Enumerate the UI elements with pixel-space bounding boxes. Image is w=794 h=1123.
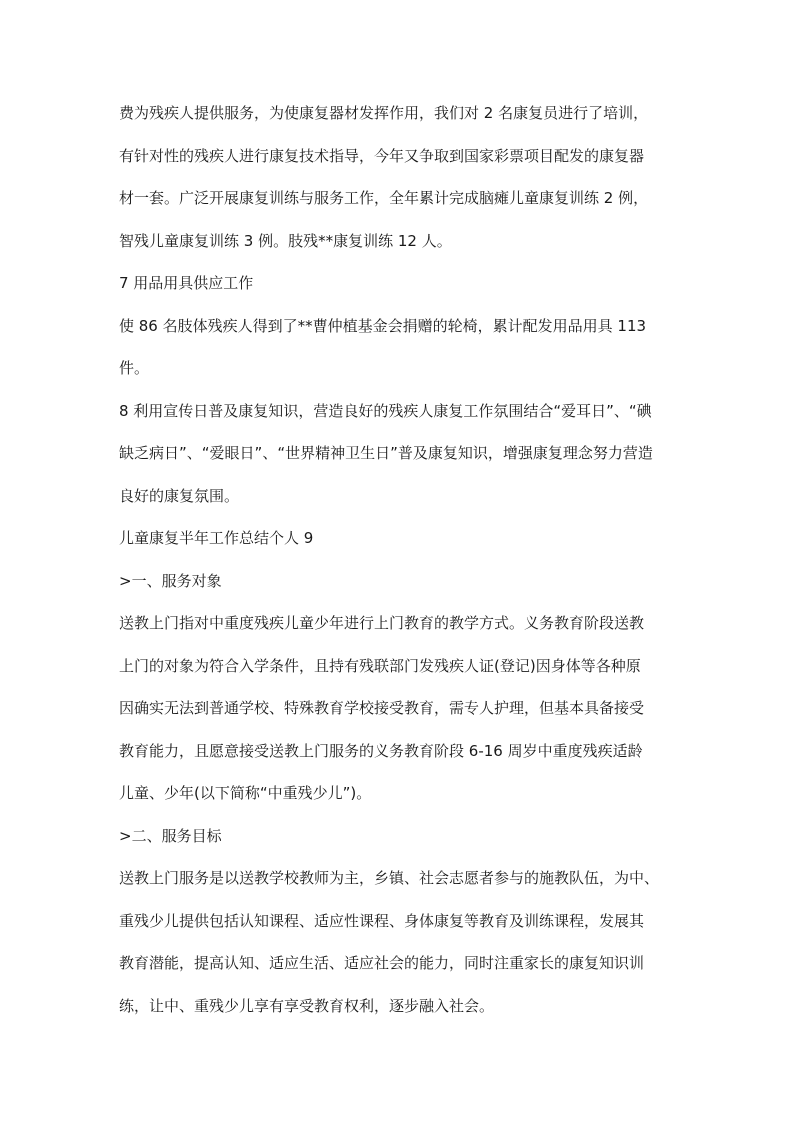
document-title: 儿童康复半年工作总结个人 9 [119, 529, 314, 547]
text-line: 费为残疾人提供服务，为使康复器材发挥作用，我们对 2 名康复员进行了培训， [119, 104, 649, 122]
document-body [119, 103, 679, 1016]
section-heading: 7 用品用具供应工作 [119, 274, 254, 292]
text-line: 上门的对象为符合入学条件，且持有残联部门发残疾人证(登记)因身体等各种原 [119, 656, 641, 675]
text-line: 重残少儿提供包括认知课程、适应性课程、身体康复等教育及训练课程，发展其 [119, 911, 645, 930]
section-heading: >一、服务对象 [119, 571, 222, 590]
text-line: 缺乏病日”、“爱眼日”、“世界精神卫生日”普及康复知识，增强康复理念努力营造 [119, 444, 653, 462]
text-line: 教育能力，且愿意接受送教上门服务的义务教育阶段 6-16 周岁中重度残疾适龄 [119, 741, 643, 760]
text-line: 练，让中、重残少儿享有享受教育权利，逐步融入社会。 [119, 996, 495, 1015]
text-line: 儿童、少年(以下简称“中重残少儿”)。 [119, 784, 372, 802]
text-line: 件。 [119, 359, 150, 377]
text-line: 8 利用宣传日普及康复知识，营造良好的残疾人康复工作氛围结合“爱耳日”、“碘 [119, 401, 652, 420]
section-heading: >二、服务目标 [119, 826, 222, 845]
text-line: 有针对性的残疾人进行康复技术指导，今年又争取到国家彩票项目配发的康复器 [119, 146, 645, 165]
text-line: 使 86 名肢体残疾人得到了**曹仲植基金会捐赠的轮椅，累计配发用品用具 113 [119, 316, 647, 335]
text-line: 良好的康复氛围。 [119, 486, 240, 505]
text-line: 材一套。广泛开展康复训练与服务工作，全年累计完成脑瘫儿童康复训练 2 例， [119, 189, 649, 207]
text-line: 教育潜能，提高认知、适应生活、适应社会的能力，同时注重家长的康复知识训 [119, 954, 645, 972]
text-line: 送教上门服务是以送教学校教师为主，乡镇、社会志愿者参与的施教队伍，为中、 [119, 869, 660, 887]
text-line: 因确实无法到普通学校、特殊教育学校接受教育，需专人护理，但基本具备接受 [119, 699, 645, 717]
text-line: 送教上门指对中重度残疾儿童少年进行上门教育的教学方式。义务教育阶段送教 [119, 614, 645, 632]
text-line: 智残儿童康复训练 3 例。肢残**康复训练 12 人。 [119, 231, 452, 250]
